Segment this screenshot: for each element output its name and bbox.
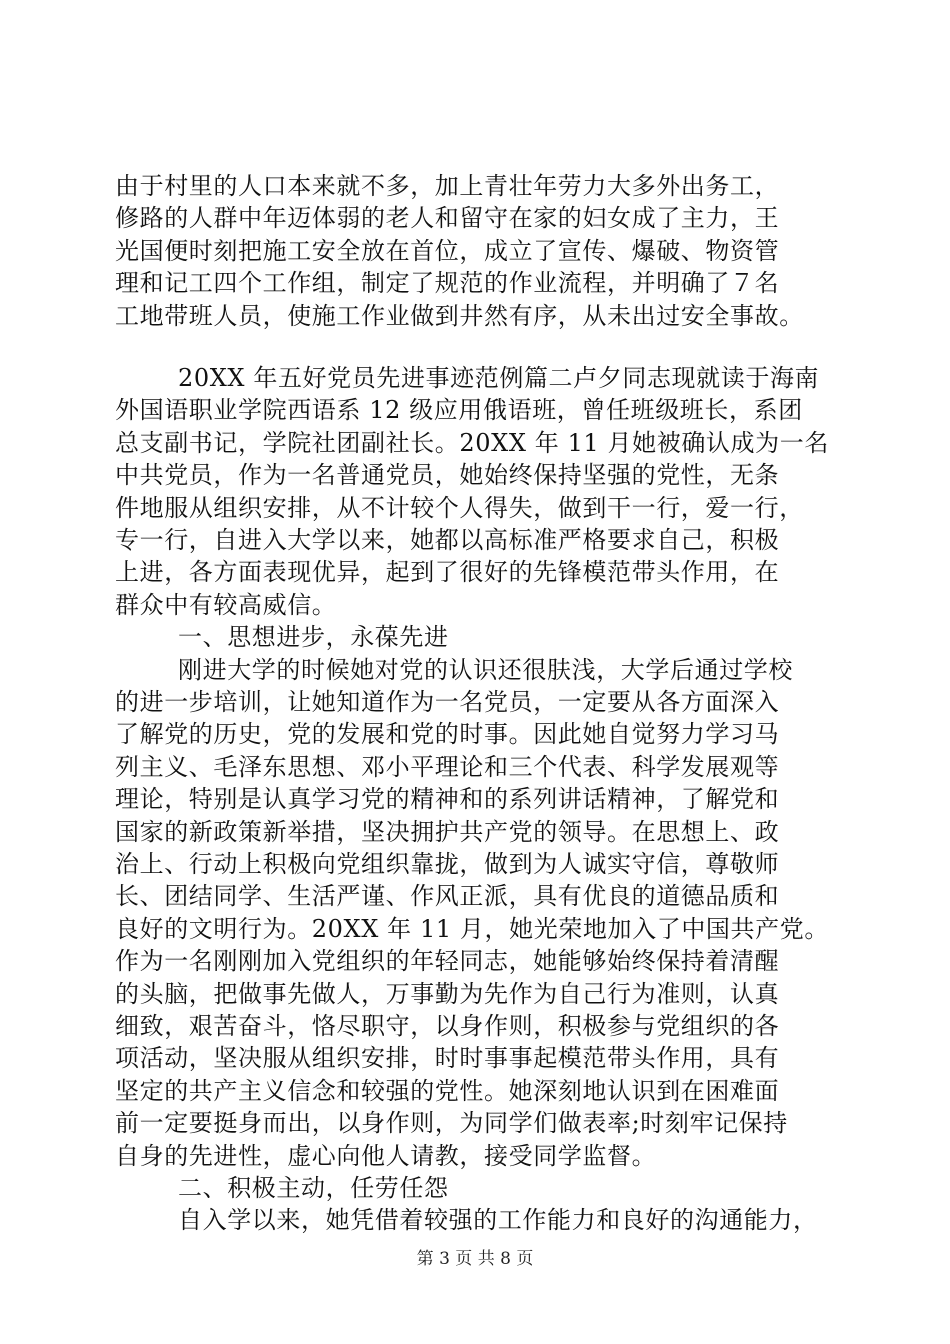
paragraph-line: 总支副书记，学院社团副社长。20XX 年 11 月她被确认成为一名 xyxy=(115,428,829,457)
paragraph-line: 20XX 年五好党员先进事迹范例篇二卢夕同志现就读于海南 xyxy=(178,364,820,392)
paragraph-line: 坚定的共产主义信念和较强的党性。她深刻地认识到在困难面 xyxy=(115,1076,780,1105)
paragraph-line: 件地服从组织安排，从不计较个人得失，做到干一行，爱一行， xyxy=(115,493,804,522)
paragraph-line: 的头脑，把做事先做人，万事勤为先作为自己行为准则，认真 xyxy=(115,979,780,1008)
paragraph-line: 外国语职业学院西语系 12 级应用俄语班，曾任班级班长，系团 xyxy=(115,396,803,425)
section-heading: 二、积极主动，任劳任怨 xyxy=(178,1174,449,1202)
paragraph-line: 理和记工四个工作组，制定了规范的作业流程，并明确了７名 xyxy=(115,269,780,298)
paragraph-line: 理论，特别是认真学习党的精神和的系列讲话精神，了解党和 xyxy=(115,785,780,814)
section-heading: 一、思想进步，永葆先进 xyxy=(178,623,449,652)
paragraph-line: 长、团结同学、生活严谨、作风正派，具有优良的道德品质和 xyxy=(115,882,780,911)
paragraph-line: 由于村里的人口本来就不多，加上青壮年劳力大多外出务工， xyxy=(115,172,780,200)
paragraph-line: 项活动，坚决服从组织安排，时时事事起模范带头作用，具有 xyxy=(115,1044,780,1073)
paragraph-line: 上进，各方面表现优异，起到了很好的先锋模范带头作用，在 xyxy=(115,558,780,587)
paragraph-line: 列主义、毛泽东思想、邓小平理论和三个代表、科学发展观等 xyxy=(115,752,780,781)
paragraph-line: 光国便时刻把施工安全放在首位，成立了宣传、爆破、物资管 xyxy=(115,236,780,265)
paragraph-line: 作为一名刚刚加入党组织的年轻同志，她能够始终保持着清醒 xyxy=(115,947,780,976)
paragraph-line: 国家的新政策新举措，坚决拥护共产党的领导。在思想上、政 xyxy=(115,817,780,846)
paragraph-line: 良好的文明行为。20XX 年 11 月，她光荣地加入了中国共产党。 xyxy=(115,914,829,943)
paragraph-line: 的进一步培训，让她知道作为一名党员，一定要从各方面深入 xyxy=(115,688,780,716)
paragraph-line: 工地带班人员，使施工作业做到井然有序，从未出过安全事故。 xyxy=(115,301,804,330)
paragraph-line: 专一行，自进入大学以来，她都以高标准严格要求自己，积极 xyxy=(115,526,780,554)
paragraph-line: 群众中有较高威信。 xyxy=(115,590,337,619)
paragraph-line: 前一定要挺身而出，以身作则，为同学们做表率;时刻牢记保持 xyxy=(115,1109,788,1138)
paragraph-line: 治上、行动上积极向党组织靠拢，做到为人诚实守信，尊敬师 xyxy=(115,850,780,878)
paragraph-line: 细致，艰苦奋斗，恪尽职守，以身作则，积极参与党组织的各 xyxy=(115,1012,780,1040)
paragraph-line: 中共党员，作为一名普通党员，她始终保持坚强的党性，无条 xyxy=(115,461,780,490)
paragraph-line: 刚进大学的时候她对党的认识还很肤浅，大学后通过学校 xyxy=(178,655,793,684)
paragraph-line: 自身的先进性，虚心向他人请教，接受同学监督。 xyxy=(115,1141,657,1170)
paragraph-line: 自入学以来，她凭借着较强的工作能力和良好的沟通能力， xyxy=(178,1206,818,1235)
paragraph-line: 了解党的历史，党的发展和党的时事。因此她自觉努力学习马 xyxy=(115,720,780,749)
paragraph-line: 修路的人群中年迈体弱的老人和留守在家的妇女成了主力，王 xyxy=(115,204,780,233)
page-footer: 第 3 页 共 8 页 xyxy=(416,1249,534,1269)
